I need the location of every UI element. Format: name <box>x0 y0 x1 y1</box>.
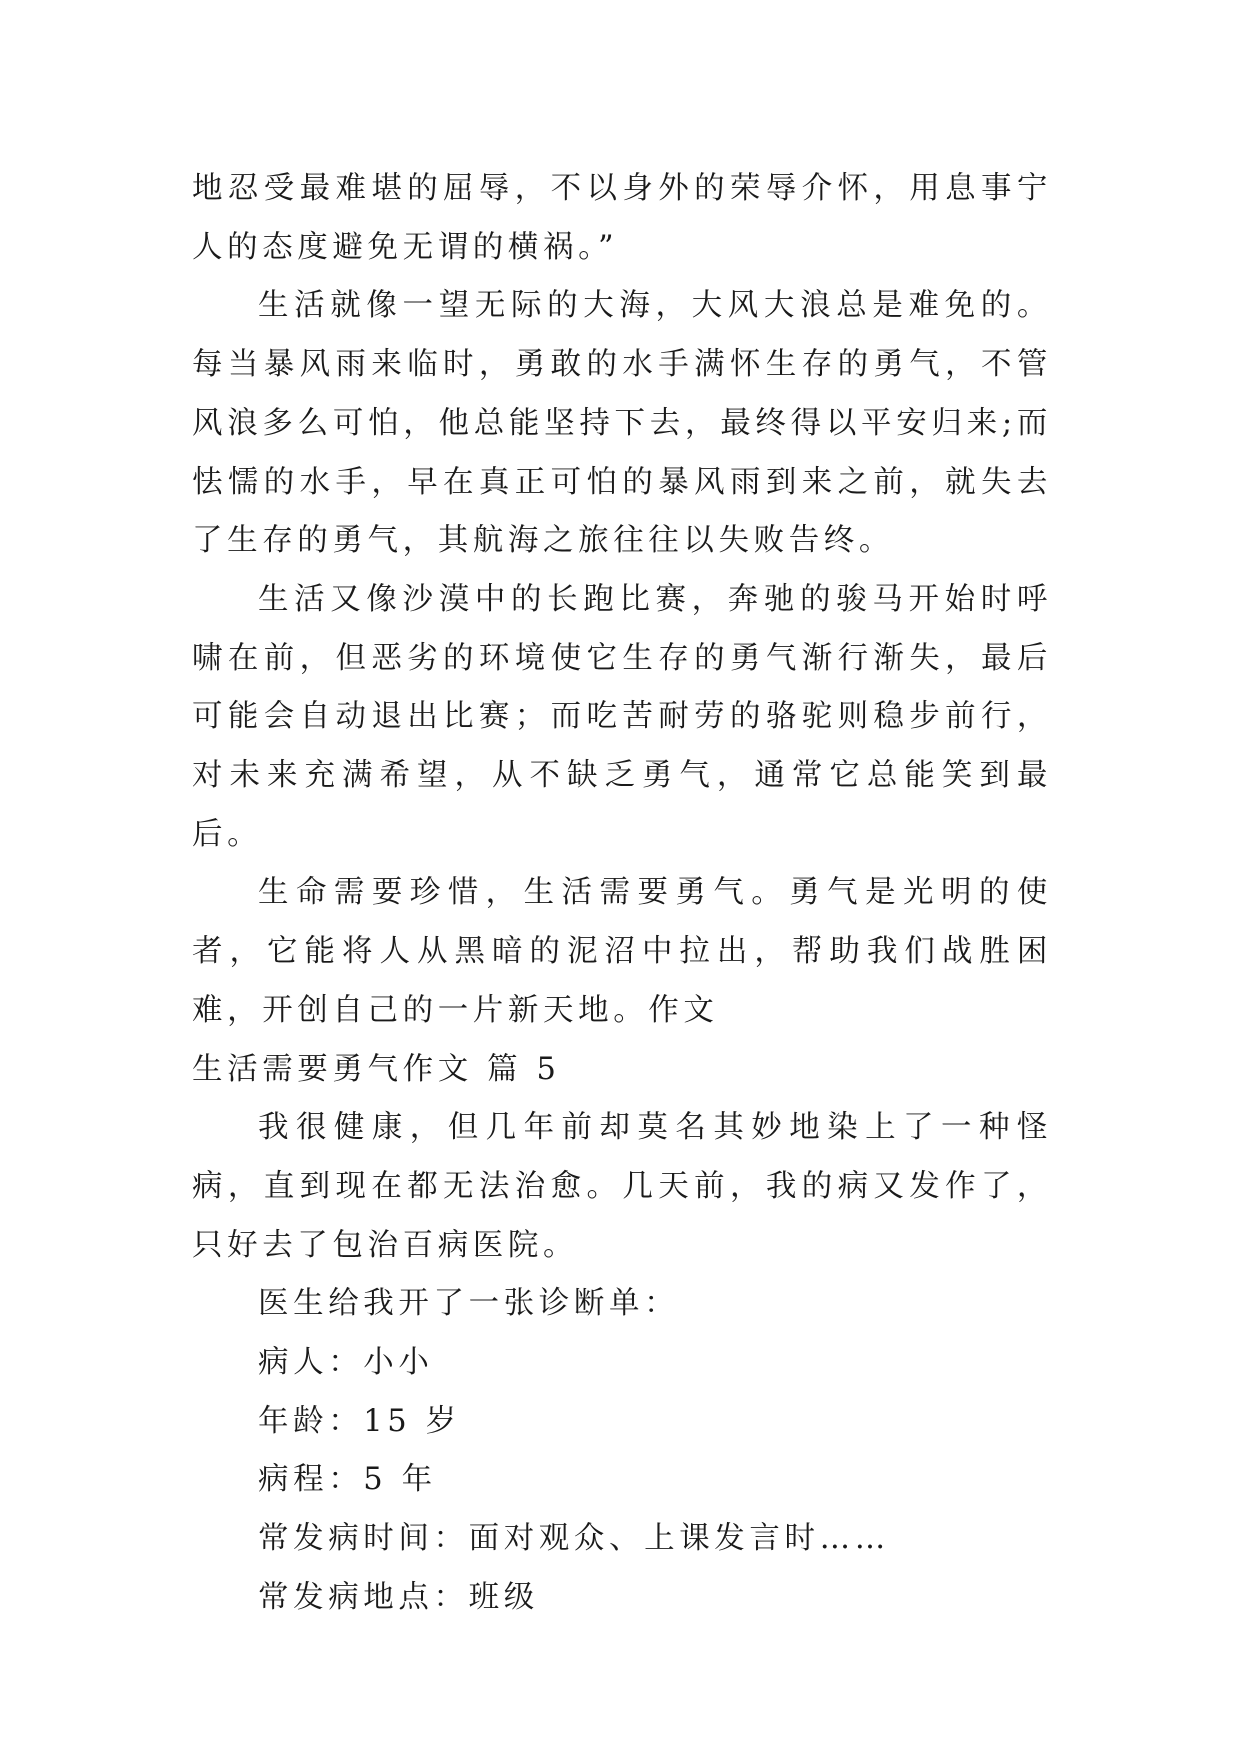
section-heading: 生活需要勇气作文 篇 5 <box>192 1051 561 1087</box>
diagnosis-duration: 病程：5 年 <box>258 1462 437 1498</box>
paragraph-desert: 生活又像沙漠中的长跑比赛，奔驰的骏马开始时呼啸在前，但恶劣的环境使它生存的勇气渐行渐失，最后可能会自动退出比赛；而吃苦耐劳的骆驼则稳步前行，对未来充满希望，从不缺乏勇气，通常它总能笑到最后。 <box>192 581 1052 852</box>
paragraph-continuation: 地忍受最难堪的屈辱，不以身外的荣辱介怀，用息事宁人的态度避免无谓的横祸。” <box>192 171 1052 265</box>
diagnosis-age: 年龄：15 岁 <box>258 1403 461 1439</box>
document-body <box>192 160 1052 1628</box>
diagnosis-patient: 病人：小小 <box>258 1345 434 1381</box>
diagnosis-intro: 医生给我开了一张诊断单： <box>258 1286 680 1322</box>
paragraph-illness: 我很健康，但几年前却莫名其妙地染上了一种怪病，直到现在都无法治愈。几天前，我的病又发作了，只好去了包治百病医院。 <box>192 1110 1052 1263</box>
paragraph-sea: 生活就像一望无际的大海，大风大浪总是难免的。每当暴风雨来临时，勇敢的水手满怀生存的勇气，不管风浪多么可怕，他总能坚持下去，最终得以平安归来;而怯懦的水手，早在真正可怕的暴风雨到来之前，就失去了生存的勇气，其航海之旅往往以失败告终。 <box>192 288 1052 559</box>
diagnosis-onset-time: 常发病时间：面对观众、上课发言时…… <box>258 1521 890 1557</box>
diagnosis-onset-place: 常发病地点：班级 <box>258 1579 539 1615</box>
paragraph-conclusion: 生命需要珍惜，生活需要勇气。勇气是光明的使者，它能将人从黑暗的泥沼中拉出，帮助我们战胜困难，开创自己的一片新天地。作文 <box>192 875 1052 1028</box>
